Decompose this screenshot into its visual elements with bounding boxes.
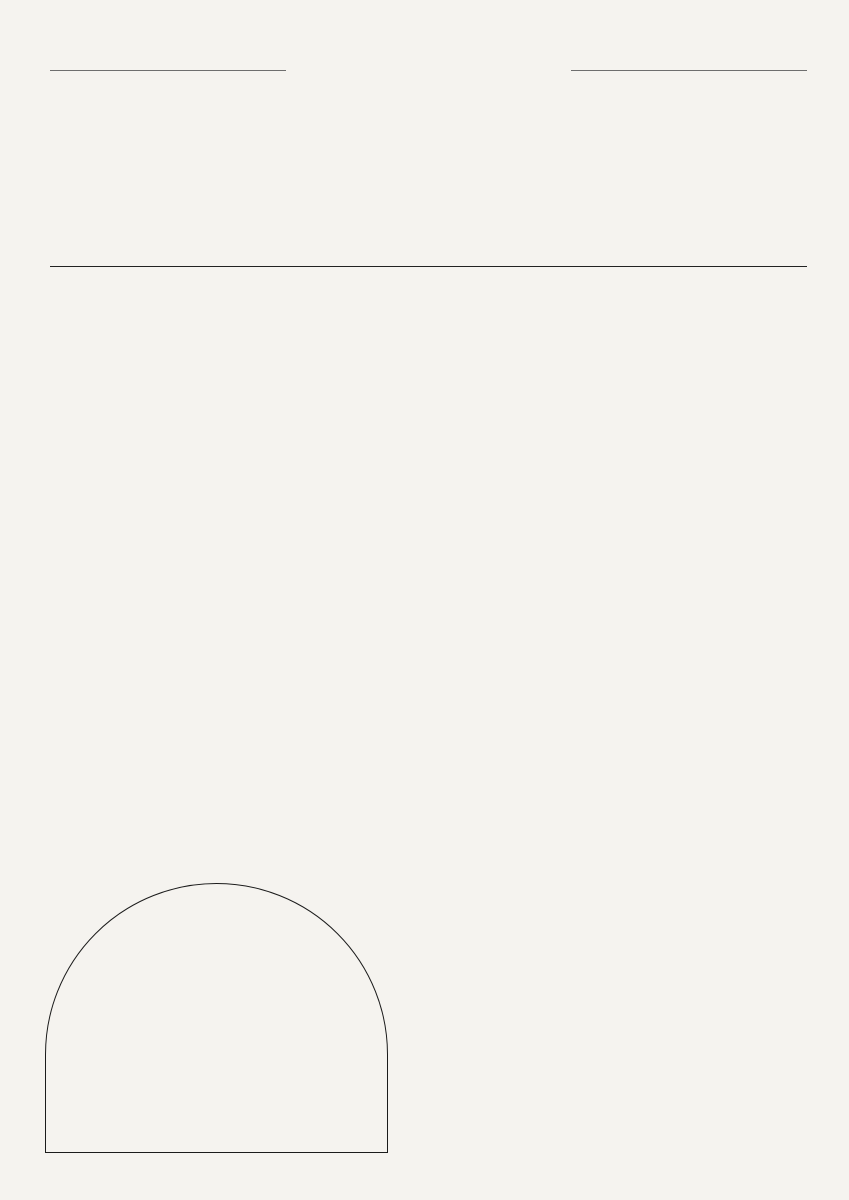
header-divider <box>50 266 807 267</box>
header-rule-left <box>50 70 286 71</box>
header-rule-right <box>571 70 807 71</box>
toppings-title <box>45 880 388 980</box>
